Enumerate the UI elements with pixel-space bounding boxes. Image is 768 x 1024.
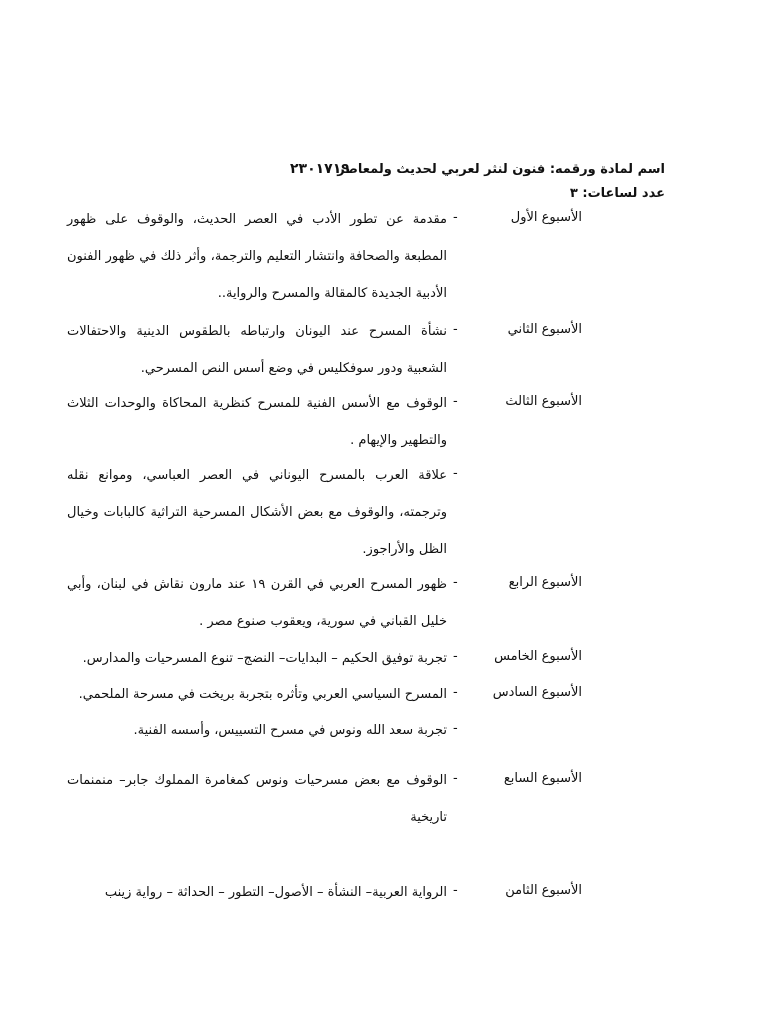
list-dash: -	[453, 883, 458, 898]
week-topic: نشأة المسرح عند اليونان وارتباطه بالطقوس الدينية والاحتفالات الشعبية ودور سوفكليس في وضع أسس النص المسرحي.	[67, 324, 447, 376]
course-code: ٢٣٠١٧١٩	[290, 161, 350, 177]
list-dash: -	[453, 575, 458, 590]
week-topic: مقدمة عن تطور الأدب في العصر الحديث، والوقوف على ظهور المطبعة والصحافة وانتشار التعليم والترجمة، وأثر ذلك في ظهور الفنون الأدبية الجديدة كالمقالة والمسرح والرواية..	[67, 212, 447, 301]
week-topic: الوقوف مع بعض مسرحيات ونوس كمغامرة المملوك جابر– منمنمات تاريخية	[67, 773, 447, 825]
week-topic: علاقة العرب بالمسرح اليوناني في العصر العباسي، وموانع نقله وترجمته، والوقوف مع بعض الأشكال المسرحية التراثية كالبابات وخيال الظل والأراجوز.	[67, 468, 447, 557]
week-label: الأسبوع السابع	[503, 771, 582, 786]
list-dash: -	[453, 394, 458, 409]
week-topic: المسرح السياسي العربي وتأثره بتجربة بريخت في مسرحة الملحمي.	[78, 687, 447, 702]
week-label: الأسبوع الثالث	[505, 394, 582, 409]
list-dash: -	[453, 649, 458, 664]
week-label: الأسبوع الخامس	[494, 649, 582, 664]
week-topic: تجربة توفيق الحكيم – البدايات– النضج– تنوع المسرحيات والمدارس.	[82, 651, 447, 666]
week-topic: ظهور المسرح العربي في القرن ١٩ عند مارون نقاش في لبنان، وأبي خليل القباني في سورية، ويعقوب صنوع مصر .	[67, 577, 447, 629]
list-dash: -	[453, 771, 458, 786]
week-label: الأسبوع الرابع	[508, 575, 582, 590]
week-label: الأسبوع الأول	[510, 210, 582, 225]
week-label: الأسبوع الثاني	[507, 322, 582, 337]
course-hours: عدد لساعات: ٣	[569, 186, 665, 201]
week-label: الأسبوع الثامن	[505, 883, 582, 898]
course-title: اسم لمادة ورقمه: فنون لنثر لعربي لحديث ولمعاصر	[337, 162, 665, 177]
list-dash: -	[453, 210, 458, 225]
week-topic: الرواية العربية– النشأة – الأصول– التطور – الحداثة – رواية زينب	[104, 885, 447, 900]
week-label: الأسبوع السادس	[492, 685, 582, 700]
list-dash: -	[453, 685, 458, 700]
list-dash: -	[453, 466, 458, 481]
week-topic: تجربة سعد الله ونوس في مسرح التسييس، وأسسه الفنية.	[133, 723, 447, 738]
list-dash: -	[453, 721, 458, 736]
week-topic: الوقوف مع الأسس الفنية للمسرح كنظرية المحاكاة والوحدات الثلاث والتطهير والإيهام .	[67, 396, 447, 448]
list-dash: -	[453, 322, 458, 337]
